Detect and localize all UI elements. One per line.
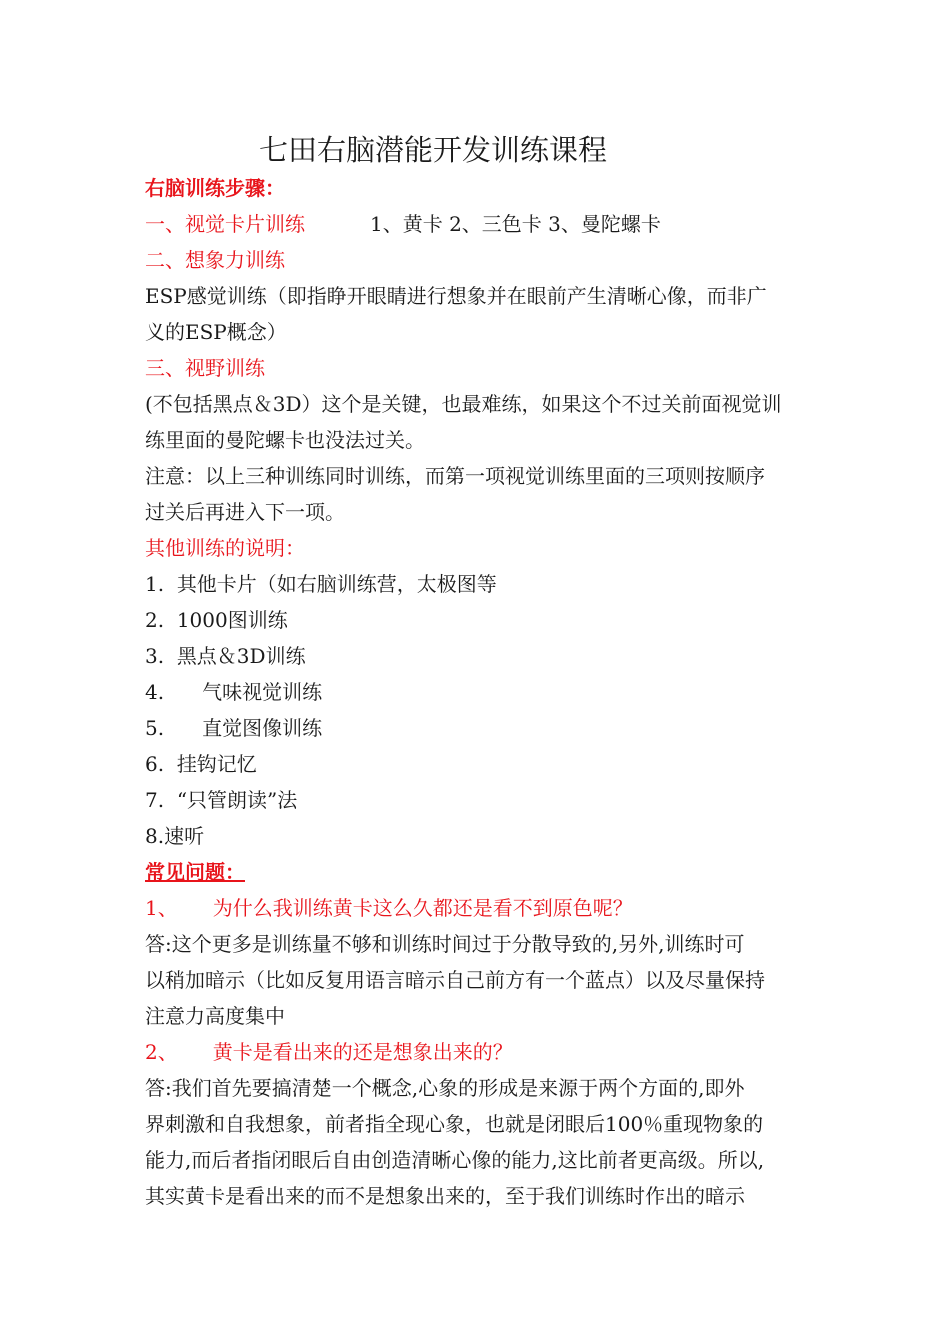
list-item-text: 气味视觉训练 bbox=[202, 680, 323, 704]
list-item-text: 1000图训练 bbox=[176, 608, 288, 632]
list-item bbox=[145, 710, 825, 746]
faq-answer-1-line1: 答:这个更多是训练量不够和训练时间过于分散导致的,另外,训练时可 bbox=[145, 932, 745, 956]
list-item-number: 3. bbox=[145, 644, 165, 668]
faq-answer-2-line2: 界刺激和自我想象，前者指全现心象，也就是闭眼后100％重现物象的 bbox=[145, 1112, 764, 1136]
list-item-text: 速听 bbox=[164, 824, 205, 848]
list-item-text: 挂钩记忆 bbox=[176, 752, 257, 776]
other-heading: 其他训练的说明： bbox=[145, 536, 305, 560]
faq-answer-2-line1: 答:我们首先要搞清楚一个概念,心象的形成是来源于两个方面的,即外 bbox=[145, 1076, 745, 1100]
list-item bbox=[145, 638, 825, 674]
faq-question-text: 为什么我训练黄卡这么久都还是看不到原色呢？ bbox=[212, 896, 633, 920]
step3-label: 三、视野训练 bbox=[145, 356, 265, 380]
list-item bbox=[145, 674, 825, 710]
faq-heading bbox=[145, 854, 825, 890]
list-item bbox=[145, 746, 825, 782]
step3-text-line2: 练里面的曼陀螺卡也没法过关。 bbox=[145, 428, 425, 452]
list-item-number: 1. bbox=[145, 572, 165, 596]
faq-answer-1-line2: 以稍加暗示（比如反复用语言暗示自己前方有一个蓝点）以及尽量保持 bbox=[145, 968, 765, 992]
list-item bbox=[145, 782, 825, 818]
list-item bbox=[145, 818, 825, 854]
list-item bbox=[145, 566, 825, 602]
step2-text-line2: 义的ESP概念） bbox=[145, 320, 287, 344]
list-item-number: 8. bbox=[145, 824, 165, 848]
step2-label: 二、想象力训练 bbox=[145, 248, 285, 272]
list-item bbox=[145, 602, 825, 638]
list-item-number: 4. bbox=[145, 680, 165, 704]
faq-answer-2-line4: 其实黄卡是看出来的而不是想象出来的，至于我们训练时作出的暗示 bbox=[145, 1184, 745, 1208]
list-item-text: “只管朗读”法 bbox=[176, 788, 298, 812]
list-item-number: 6. bbox=[145, 752, 165, 776]
step1-line bbox=[145, 206, 825, 242]
list-item-number: 5. bbox=[145, 716, 165, 740]
document-body bbox=[145, 170, 825, 1214]
list-item-number: 7. bbox=[145, 788, 165, 812]
step1-label: 一、视觉卡片训练 bbox=[145, 212, 305, 236]
faq-question-2 bbox=[145, 1034, 825, 1070]
faq-question-text: 黄卡是看出来的还是想象出来的？ bbox=[212, 1040, 513, 1064]
step1-detail: 1、黄卡 2、三色卡 3、曼陀螺卡 bbox=[370, 212, 661, 236]
note-line1: 注意：以上三种训练同时训练，而第一项视觉训练里面的三项则按顺序 bbox=[145, 464, 765, 488]
list-item-text: 直觉图像训练 bbox=[202, 716, 323, 740]
note-line2: 过关后再进入下一项。 bbox=[145, 500, 345, 524]
faq-heading-text: 常见问题： bbox=[145, 860, 245, 884]
list-item-text: 其他卡片（如右脑训练营，太极图等 bbox=[176, 572, 497, 596]
step2-text-line1: ESP感觉训练（即指睁开眼睛进行想象并在眼前产生清晰心像，而非广 bbox=[145, 284, 767, 308]
faq-answer-2-line3: 能力,而后者指闭眼后自由创造清晰心像的能力,这比前者更高级。所以, bbox=[145, 1148, 765, 1172]
step3-text-line1: (不包括黑点＆3D）这个是关键，也最难练，如果这个不过关前面视觉训 bbox=[145, 392, 782, 416]
faq-question-number: 1、 bbox=[145, 896, 178, 920]
steps-heading: 右脑训练步骤： bbox=[145, 176, 285, 200]
faq-answer-1-line3: 注意力高度集中 bbox=[145, 1004, 285, 1028]
document-title: 七田右脑潜能开发训练课程 bbox=[259, 133, 608, 167]
list-item-text: 黑点＆3D训练 bbox=[176, 644, 306, 668]
list-item-number: 2. bbox=[145, 608, 165, 632]
faq-question-1 bbox=[145, 890, 825, 926]
faq-question-number: 2、 bbox=[145, 1040, 178, 1064]
